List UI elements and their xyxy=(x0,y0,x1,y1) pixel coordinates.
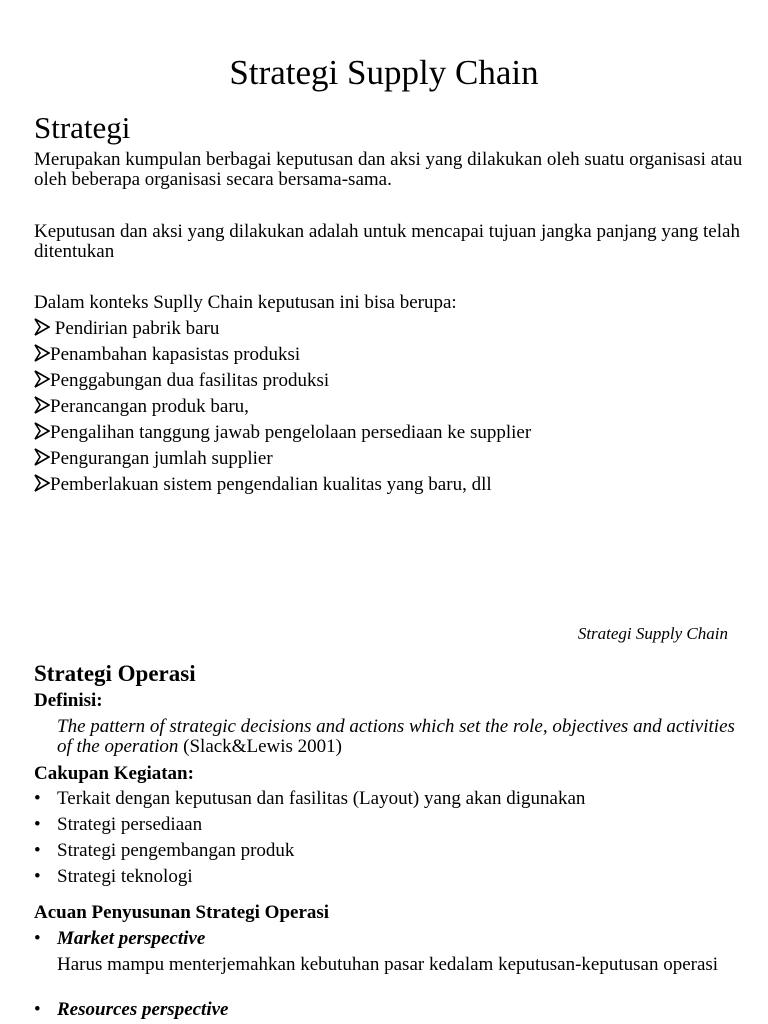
arrowhead-bullet-icon xyxy=(34,448,50,466)
bullet-dot-icon: • xyxy=(34,788,41,809)
list-item xyxy=(34,812,585,838)
list-item xyxy=(34,838,585,864)
arrowhead-bullet-icon xyxy=(34,474,50,492)
list-item-text: Penambahan kapasistas produksi xyxy=(50,344,301,365)
list-item xyxy=(34,342,531,368)
bullet-dot-icon: • xyxy=(34,928,41,949)
acuan-label: Acuan Penyusunan Strategi Operasi xyxy=(34,902,330,923)
cakupan-label: Cakupan Kegiatan: xyxy=(34,763,194,784)
list-item-text: Perancangan produk baru, xyxy=(50,396,249,417)
slide-title: Strategi Supply Chain xyxy=(229,53,539,92)
paragraph-context: Dalam konteks Suplly Chain keputusan ini bisa berupa: xyxy=(34,292,457,313)
list-item-text: Pengalihan tanggung jawab pengelolaan persediaan ke supplier xyxy=(50,422,532,443)
list-item xyxy=(34,864,585,890)
definisi-citation: (Slack&Lewis 2001) xyxy=(178,736,342,757)
bullet-dot-icon: • xyxy=(34,814,41,835)
slide-strategi-operasi xyxy=(0,620,768,1024)
bullet-dot-icon: • xyxy=(34,866,41,887)
acuan-item-title: Market perspective xyxy=(57,928,206,949)
arrowhead-bullet-icon xyxy=(34,422,50,440)
paragraph-goal: Keputusan dan aksi yang dilakukan adalah untuk mencapai tujuan jangka panjang yang telah ditentukan xyxy=(34,221,740,262)
arrowhead-bullet-icon xyxy=(34,318,50,336)
list-item-text: Strategi teknologi xyxy=(57,866,193,887)
section-heading: Strategi xyxy=(34,110,131,145)
list-item-text: Terkait dengan keputusan dan fasilitas (Layout) yang akan digunakan xyxy=(57,788,586,809)
list-item-text: Strategi persediaan xyxy=(57,814,203,835)
list-item-text: Pendirian pabrik baru xyxy=(50,318,220,339)
bullet-dot-icon: • xyxy=(34,840,41,861)
list-item xyxy=(34,394,531,420)
list-item xyxy=(34,316,531,342)
acuan-item-market xyxy=(34,928,205,950)
list-item xyxy=(34,446,531,472)
bullet-dot-icon: • xyxy=(34,999,41,1020)
acuan-item-desc: Harus mampu menterjemahkan kebutuhan pasar kedalam keputusan-keputusan operasi xyxy=(57,954,719,975)
list-item-text: Penggabungan dua fasilitas produksi xyxy=(50,370,330,391)
definisi-quote: The pattern of strategic decisions and actions which set the role, objectives and activities of the operation xyxy=(57,716,735,757)
definisi-label: Definisi: xyxy=(34,690,103,711)
paragraph-definition: Merupakan kumpulan berbagai keputusan dan aksi yang dilakukan oleh suatu organisasi atau oleh beberapa organisasi secara bersama-sama. xyxy=(34,149,743,190)
acuan-item-resources xyxy=(34,999,228,1021)
acuan-item-title: Resources perspective xyxy=(57,999,229,1020)
arrowhead-bullet-icon xyxy=(34,344,50,362)
definisi-text xyxy=(57,717,747,757)
cakupan-list xyxy=(34,786,585,890)
list-item-text: Strategi pengembangan produk xyxy=(57,840,295,861)
arrowhead-bullet-icon xyxy=(34,370,50,388)
arrowhead-bullet-icon xyxy=(34,396,50,414)
list-item-text: Pengurangan jumlah supplier xyxy=(50,448,273,469)
list-item xyxy=(34,786,585,812)
slide-footer: Strategi Supply Chain xyxy=(577,624,728,643)
list-item xyxy=(34,420,531,446)
section-heading: Strategi Operasi xyxy=(34,661,196,686)
list-item xyxy=(34,368,531,394)
list-item-text: Pemberlakuan sistem pengendalian kualitas yang baru, dll xyxy=(50,474,492,495)
list-item xyxy=(34,472,531,498)
decision-list xyxy=(34,316,531,498)
